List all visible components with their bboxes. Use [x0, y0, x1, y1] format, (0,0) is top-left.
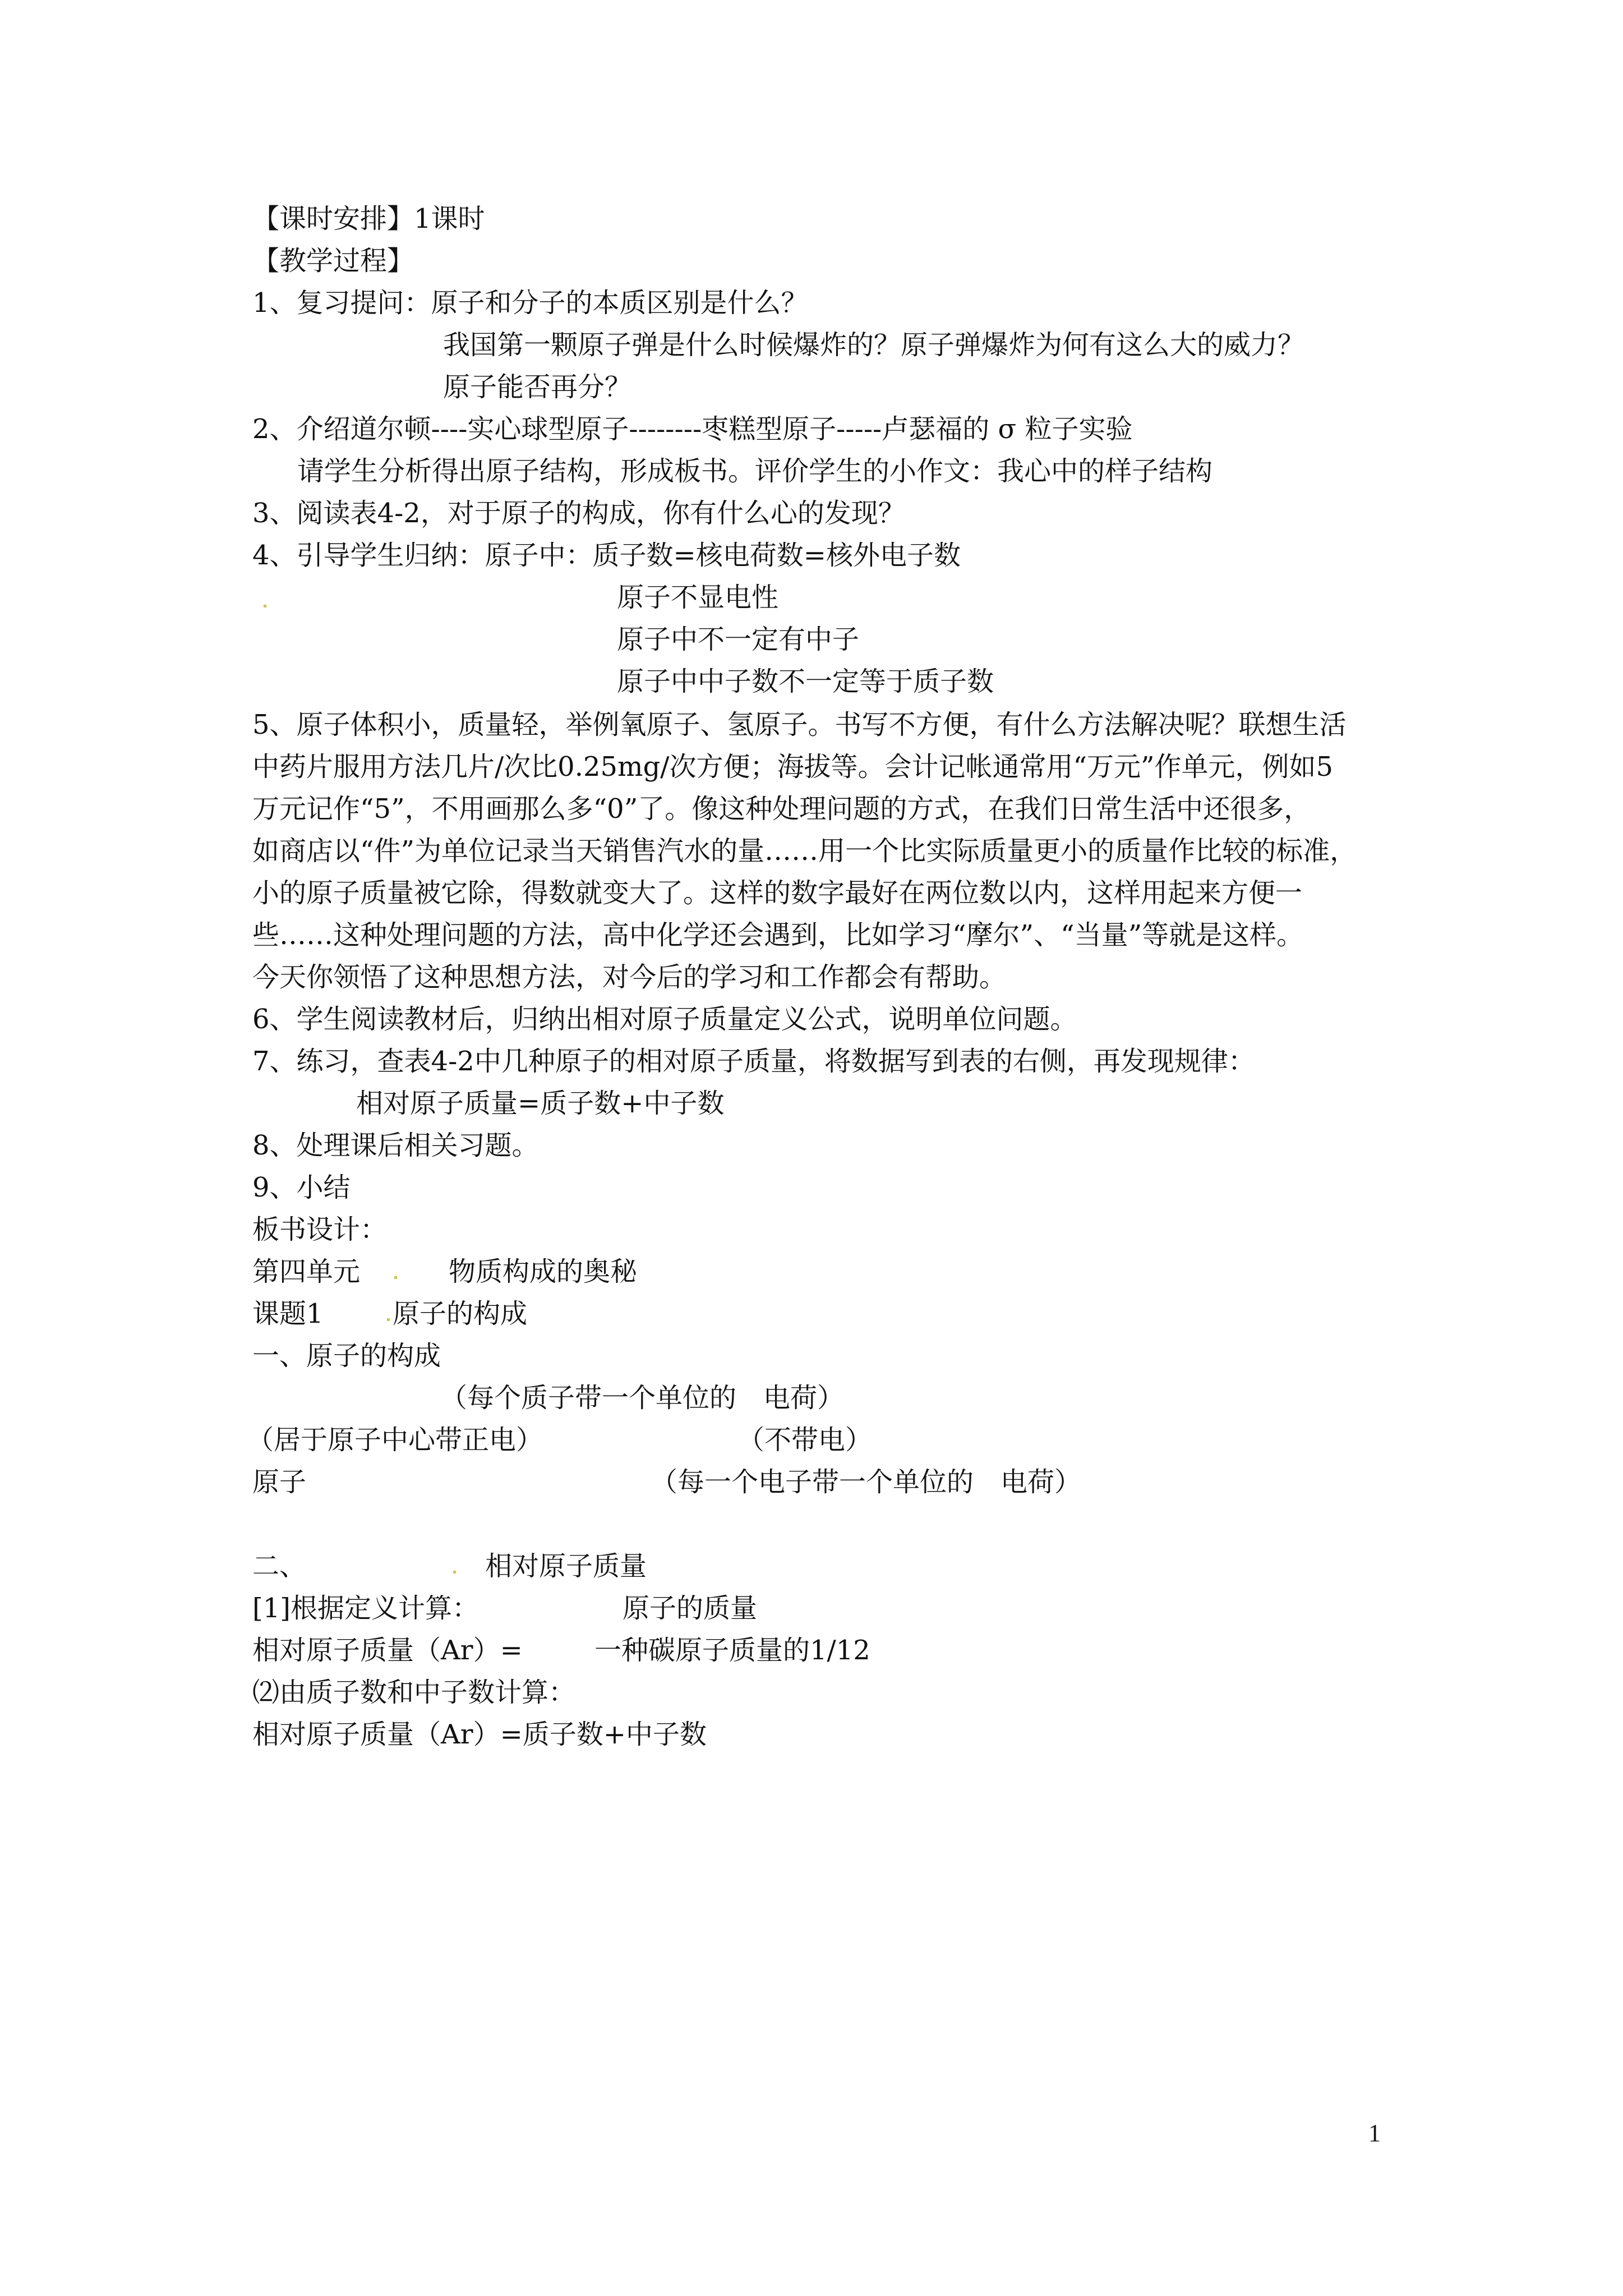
ar-label: 相对原子质量（Ar）=: [252, 1635, 523, 1666]
step-1-question-3: 原子能否再分？: [443, 371, 632, 403]
step-4-point-c: 原子中不一定有中子: [617, 624, 860, 655]
electron-note: （每一个电子带一个单位的 电荷）: [651, 1466, 1082, 1498]
step-4: 4、引导学生归纳：原子中：质子数=核电荷数=核外电子数: [252, 540, 961, 571]
board-section-2-number: 二、: [252, 1550, 307, 1582]
fraction-denominator: 一种碳原子质量的1/12: [594, 1635, 870, 1666]
scan-speck: [394, 1276, 397, 1279]
step-5-line-5: 小的原子质量被它除，得数就变大了。这样的数字最好在两位数以内，这样用起来方便一: [252, 877, 1303, 909]
board-unit: 第四单元: [252, 1256, 361, 1287]
board-topic-title: 原子的构成: [393, 1298, 528, 1329]
step-5-line-6: 些……这种处理问题的方法，高中化学还会遇到，比如学习“摩尔”、“当量”等就是这样。: [252, 919, 1304, 951]
step-6: 6、学生阅读教材后，归纳出相对原子质量定义公式，说明单位问题。: [252, 1004, 1077, 1035]
board-section-2-title: 相对原子质量: [485, 1550, 647, 1582]
step-5-line-3: 万元记作“5”，不用画那么多“0”了。像这种处理问题的方式，在我们日常生活中还很多，: [252, 793, 1311, 825]
step-2: 2、介绍道尔顿----实心球型原子--------枣糕型原子-----卢瑟福的 σ 粒子实验: [252, 413, 1133, 445]
atom-label: 原子: [252, 1466, 307, 1498]
nucleus-note: （居于原子中心带正电）: [247, 1424, 543, 1456]
step-1: 1、复习提问：原子和分子的本质区别是什么？: [252, 287, 808, 319]
board-section-1: 一、原子的构成: [252, 1340, 441, 1372]
calc-formula: 相对原子质量（Ar）=质子数+中子数: [252, 1719, 707, 1750]
step-3: 3、阅读表4-2，对于原子的构成，你有什么心的发现？: [252, 498, 905, 529]
scan-speck: [453, 1571, 456, 1573]
scan-speck: [387, 1318, 390, 1321]
step-5-line-2: 中药片服用方法几片/次比0.25mg/次方便；海拔等。会计记帐通常用“万元”作单元，例如5: [252, 751, 1334, 783]
page-number: 1: [1368, 2119, 1381, 2147]
scan-speck: [264, 605, 266, 608]
process-heading: 【教学过程】: [252, 245, 414, 277]
step-4-point-b: 原子不显电性: [617, 582, 779, 613]
fraction-numerator: 原子的质量: [623, 1593, 758, 1624]
board-topic: 课题1: [252, 1298, 324, 1329]
step-5-line-7: 今天你领悟了这种思想方法，对今后的学习和工作都会有帮助。: [252, 961, 1007, 993]
step-7: 7、练习，查表4-2中几种原子的相对原子质量，将数据写到表的右侧，再发现规律：: [252, 1046, 1255, 1077]
neutron-note: （不带电）: [737, 1424, 873, 1456]
board-heading: 板书设计：: [252, 1214, 388, 1245]
step-1-question-2: 我国第一颗原子弹是什么时候爆炸的？原子弹爆炸为何有这么大的威力？: [443, 329, 1305, 361]
step-9: 9、小结: [252, 1172, 351, 1203]
step-2-detail: 请学生分析得出原子结构，形成板书。评价学生的小作文：我心中的样子结构: [297, 455, 1213, 487]
calc-by-definition: [1]根据定义计算：: [252, 1593, 479, 1624]
calc-by-counts: ⑵由质子数和中子数计算：: [252, 1677, 576, 1708]
step-5-line-1: 5、原子体积小，质量轻，举例氧原子、氢原子。书写不方便，有什么方法解决呢？联想生活: [252, 709, 1347, 740]
step-8: 8、处理课后相关习题。: [252, 1130, 539, 1161]
step-4-point-d: 原子中中子数不一定等于质子数: [617, 666, 994, 697]
proton-note: （每个质子带一个单位的 电荷）: [440, 1382, 845, 1414]
step-7-formula: 相对原子质量=质子数+中子数: [356, 1088, 725, 1119]
step-5-line-4: 如商店以“件”为单位记录当天销售汽水的量……用一个比实际质量更小的质量作比较的标准，: [252, 835, 1357, 867]
board-unit-title: 物质构成的奥秘: [449, 1256, 638, 1287]
schedule-line: 【课时安排】1课时: [252, 203, 485, 234]
